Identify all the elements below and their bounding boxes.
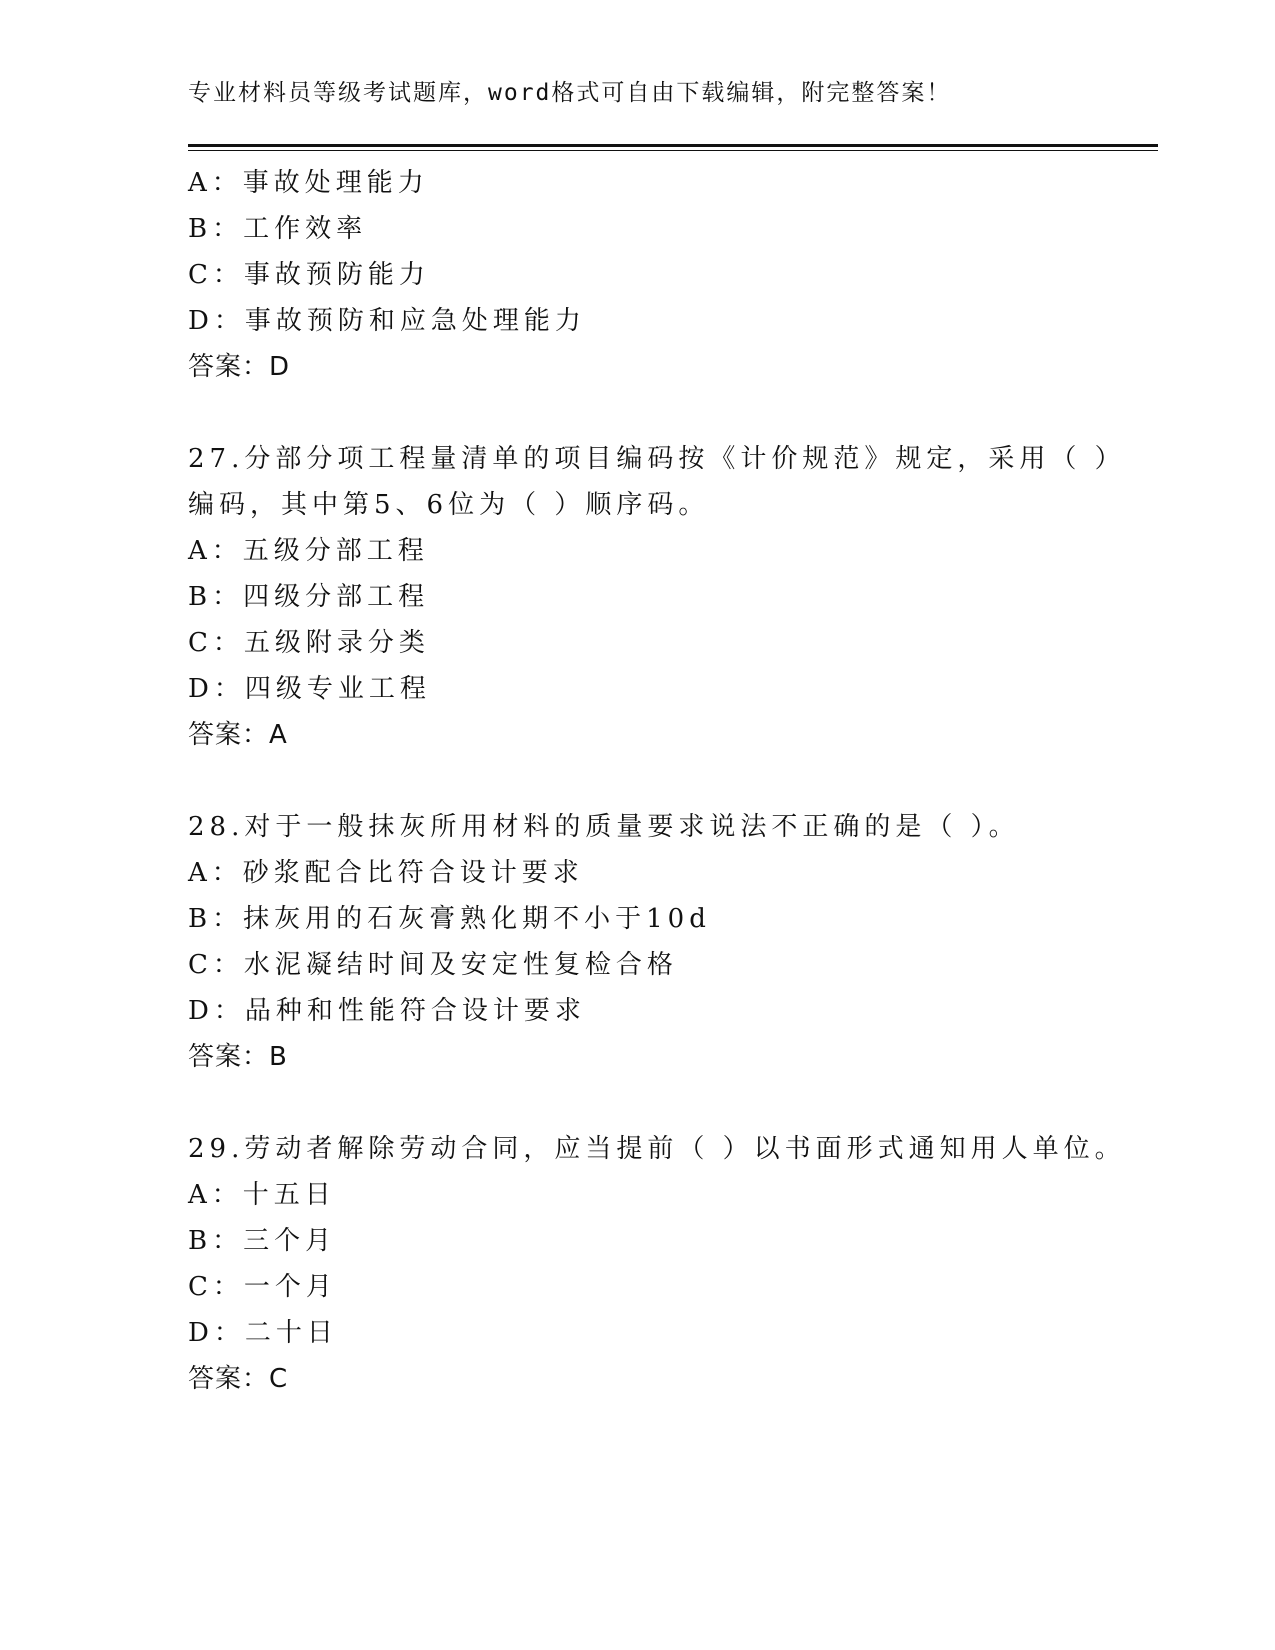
option-c: C：一个月 (188, 1272, 337, 1302)
page-header: 专业材料员等级考试题库，word格式可自由下载编辑，附完整答案！ (188, 80, 952, 106)
question-block-29 (188, 1126, 1138, 1402)
question-block-28 (188, 804, 1138, 1080)
question-stem-continued: 编码，其中第5、6位为（ ）顺序码。 (188, 490, 710, 520)
option-b: B：工作效率 (188, 214, 368, 244)
answer-line: 答案：D (188, 352, 291, 382)
header-rule-thin (188, 150, 1158, 151)
option-b: B：四级分部工程 (188, 582, 430, 612)
option-a: A：砂浆配合比符合设计要求 (188, 858, 584, 888)
option-b: B：三个月 (188, 1226, 337, 1256)
question-block-27 (188, 436, 1138, 758)
option-d: D：品种和性能符合设计要求 (188, 996, 586, 1026)
question-stem: 28.对于一般抹灰所用材料的质量要求说法不正确的是（ ）。 (188, 812, 1020, 842)
option-d: D：事故预防和应急处理能力 (188, 306, 586, 336)
question-list (188, 160, 1138, 1402)
option-a: A：十五日 (188, 1180, 336, 1210)
answer-line: 答案：B (188, 1042, 288, 1072)
option-a: A：五级分部工程 (188, 536, 429, 566)
question-block-26 (188, 160, 1138, 390)
spacer (188, 1080, 1138, 1126)
answer-line: 答案：C (188, 1364, 289, 1394)
option-c: C：五级附录分类 (188, 628, 430, 658)
question-stem: 27.分部分项工程量清单的项目编码按《计价规范》规定，采用（ ） (188, 444, 1126, 474)
spacer (188, 390, 1138, 436)
spacer (188, 758, 1138, 804)
answer-line: 答案：A (188, 720, 288, 750)
option-d: D：二十日 (188, 1318, 338, 1348)
question-stem: 29.劳动者解除劳动合同，应当提前（ ）以书面形式通知用人单位。 (188, 1134, 1126, 1164)
option-c: C：事故预防能力 (188, 260, 430, 290)
header-rule-thick (188, 144, 1158, 147)
option-c: C：水泥凝结时间及安定性复检合格 (188, 950, 678, 980)
option-b: B：抹灰用的石灰膏熟化期不小于10d (188, 904, 711, 934)
option-d: D：四级专业工程 (188, 674, 431, 704)
option-a: A：事故处理能力 (188, 168, 429, 198)
